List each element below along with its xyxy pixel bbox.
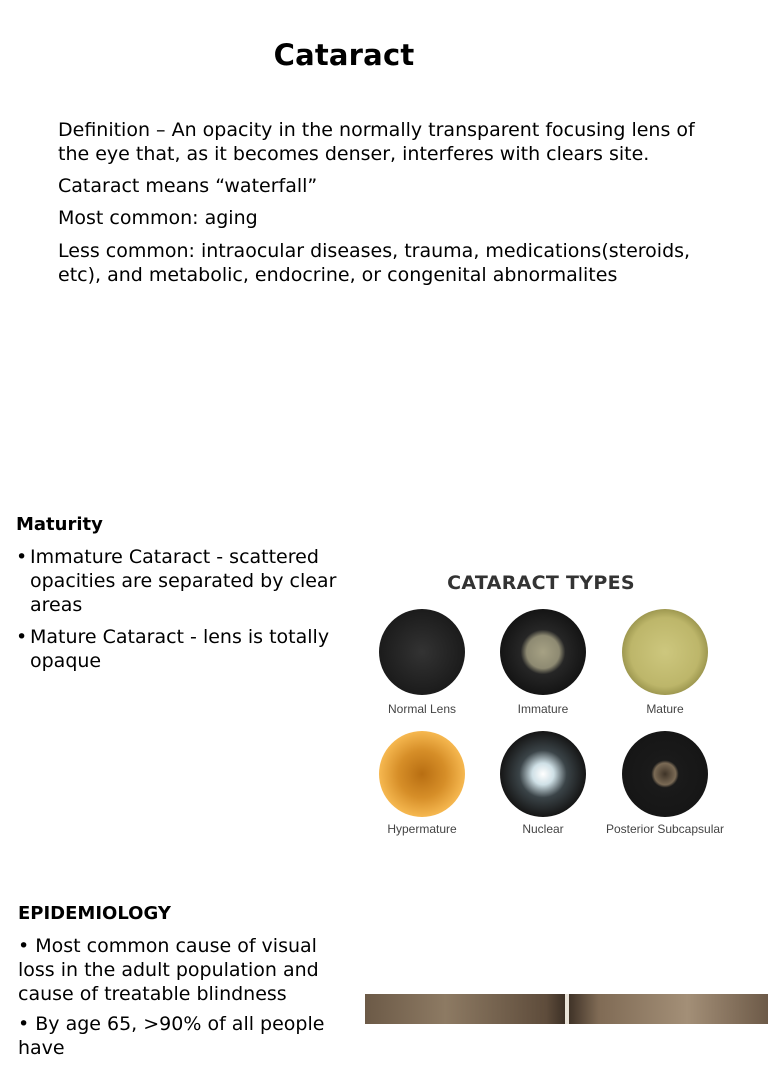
maturity-item-text: Mature Cataract - lens is totally opaque: [30, 626, 330, 672]
immature-circle: [500, 609, 586, 695]
label-mature: Mature: [646, 702, 684, 716]
epidemiology-heading: EPIDEMIOLOGY: [18, 903, 171, 924]
hypermature-circle: [379, 731, 465, 817]
label-posterior-subcapsular: Posterior Subcapsular: [605, 822, 725, 836]
nuclear-circle: [500, 731, 586, 817]
normal-lens-circle: [379, 609, 465, 695]
maturity-item-text: Immature Cataract - scattered opacities are separated by clear areas: [30, 546, 337, 616]
maturity-heading: Maturity: [16, 514, 103, 535]
definition-text: Definition – An opacity in the normally transparent focusing lens of the eye that, as it becomes denser, interferes with clears site.: [58, 119, 695, 165]
maturity-item-mature: [16, 625, 346, 673]
label-hypermature: Hypermature: [387, 822, 457, 836]
bullet-icon: •: [16, 546, 28, 568]
label-normal-lens: Normal Lens: [387, 702, 457, 716]
label-immature: Immature: [517, 702, 569, 716]
most-common-text: Most common: aging: [58, 207, 258, 229]
epidemiology-item: • Most common cause of visual loss in the adult population and cause of treatable blindness: [18, 935, 319, 1005]
figure-title: CATARACT TYPES: [447, 572, 635, 594]
page-title: Cataract: [273, 38, 415, 72]
meaning-text: Cataract means “waterfall”: [58, 175, 318, 197]
posterior-subcapsular-circle: [622, 731, 708, 817]
label-nuclear: Nuclear: [522, 822, 564, 836]
photo-divider: [565, 994, 569, 1024]
cataract-types-figure: [368, 565, 768, 845]
less-common-text: Less common: intraocular diseases, trauma, medications(steroids, etc), and metabolic, endocrine, or congenital abnormalites: [58, 240, 691, 286]
maturity-item-immature: [16, 545, 346, 617]
bullet-icon: •: [16, 626, 28, 648]
epidemiology-item: • By age 65, >90% of all people have: [18, 1013, 325, 1059]
epidemiology-list: [18, 934, 353, 1066]
maturity-list: [16, 545, 346, 681]
eye-photo: [365, 994, 768, 1024]
mature-circle: [622, 609, 708, 695]
